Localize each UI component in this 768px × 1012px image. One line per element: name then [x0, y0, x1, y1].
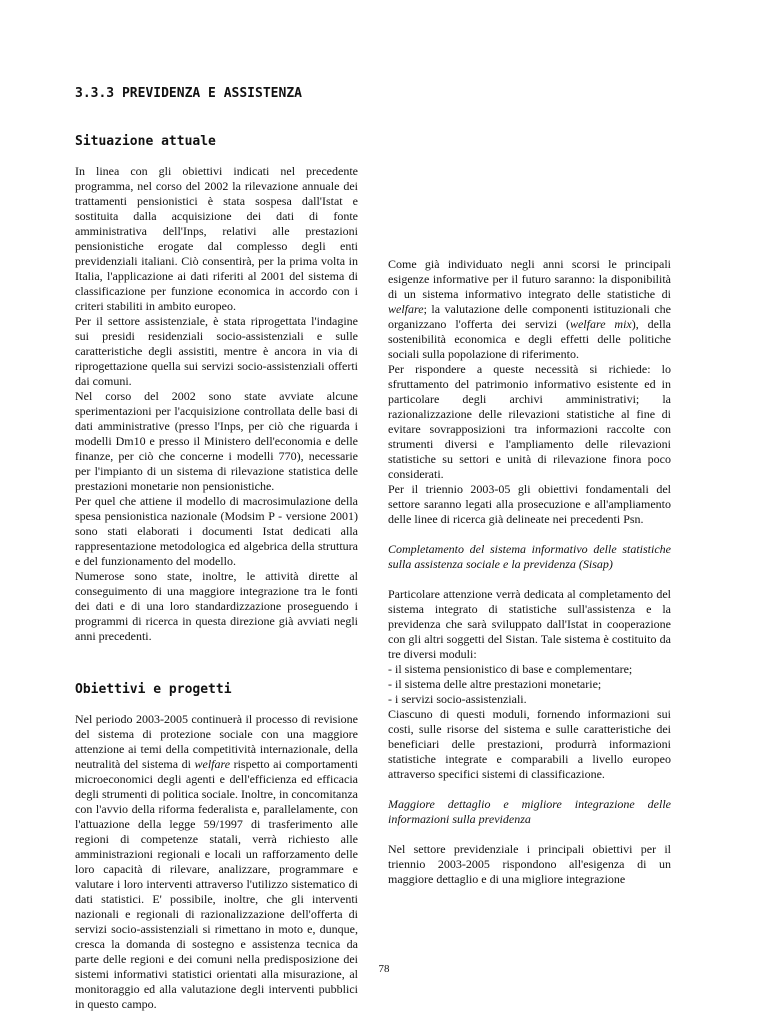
italic-term: welfare: [388, 302, 424, 316]
paragraph-moduli: Ciascuno di questi moduli, fornendo informazioni sui costi, sulle risorse del sistema e sulle caratteristiche dei beneficiari delle prestazioni, produrrà informazioni statistiche integrate e comparabili a livello europeo attraverso specifici sistemi di classificazione.: [388, 707, 671, 781]
paragraph-previdenza: Nel settore previdenziale i principali obiettivi per il triennio 2003-2005 rispondono all'esigenza di un maggiore dettaglio e di una migliore integrazione: [388, 842, 671, 886]
italic-term: welfare mix: [569, 317, 632, 331]
section-title: 3.3.3 PREVIDENZA E ASSISTENZA: [75, 86, 302, 101]
text-run: Nel periodo 2003-2005 continuerà il processo di revisione del sistema di protezione sociale con una maggiore attenzione ai temi della competitività internazionale, della neutralità del sistema di: [75, 712, 358, 771]
paragraph-situazione-4: Per quel che attiene il modello di macrosimulazione della spesa pensionistica nazionale (Modsim P - versione 2001) sono stati elaborati i documenti Istat dedicati alla rappresentazione metodologica ed algebrica della struttura e del funzionamento del modello.: [75, 494, 358, 568]
heading-obiettivi-e-progetti: Obiettivi e progetti: [75, 682, 232, 697]
right-column: [388, 80, 671, 887]
text-run: rispetto ai comportamenti microeconomici degli agenti e dell'efficienza ed efficacia degli strumenti di politica sociale. Inoltre, in concomitanza con l'avvio della riforma federalista e, parallelamente, con l'attuazione della legge 59/1997 di trasferimento alle regioni di competenze statali, verrà richiesto alle amministrazioni regionali e locali un rafforzamento delle loro capacità di rilevare, analizzare, programmare e valutare i loro interventi attraverso l'utilizzo sistematico di dati statistici. E' possibile, inoltre, che gli interventi nazionali e regionali di razionalizzazione dell'offerta di servizi socio-assistenziali si rimettano in moto e, dunque, cresca la domanda di sostegno e assistenza tecnica da parte delle regioni e dei comuni nella predisposizione dei sistemi informativi statistici orientati alla misurazione, al monitoraggio ed alla valutazione degli interventi pubblici in questo campo.: [75, 757, 358, 1011]
paragraph-situazione-3: Nel corso del 2002 sono state avviate alcune sperimentazioni per l'acquisizione controllata delle basi di dati amministrative (presso l'Inps, per ciò che riguarda i modelli Dm10 e presso il Ministero dell'economia e delle finanze, per ciò che concerne i modelli 770), necessarie per l'impianto di un sistema di rilevazione statistica delle prestazioni monetarie non pensionistiche.: [75, 389, 358, 493]
subheading-sisap: Completamento del sistema informativo delle statistiche sulla assistenza sociale e la previdenza (Sisap): [388, 542, 671, 571]
text-run: ; la valutazione delle componenti istituzionali che organizzano l'offerta dei servizi (: [388, 302, 671, 331]
paragraph-situazione-1: In linea con gli obiettivi indicati nel precedente programma, nel corso del 2002 la rilevazione annuale dei trattamenti pensionistici è stata sospesa dall'Istat e sostituita dalla acquisizione dei dati di fonte amministrativa dell'Inps, relativi alle prestazioni pensionistiche erogate dal complesso degli enti previdenziali italiani. Ciò consentirà, per la prima volta in Italia, l'applicazione ai dati riferiti al 2001 del sistema di classificazione per funzione economica in accordo con i criteri stabiliti in ambito europeo.: [75, 164, 358, 313]
list-item: - il sistema pensionistico di base e complementare;: [388, 662, 633, 676]
list-item: - il sistema delle altre prestazioni monetarie;: [388, 677, 602, 691]
heading-situazione-attuale: Situazione attuale: [75, 134, 216, 149]
paragraph-esigenze: [388, 257, 671, 362]
text-run: ), della sostenibilità economica e degli effetti delle politiche sociali sulla popolazione di riferimento.: [388, 317, 671, 361]
paragraph-situazione-5: Numerose sono state, inoltre, le attività dirette al conseguimento di una maggiore integrazione tra le fonti dei dati e di una loro standardizzazione proseguendo i programmi di ricerca in questa direzione già avviati negli anni precedenti.: [75, 569, 358, 643]
left-column: [75, 80, 358, 1012]
italic-term: welfare: [194, 757, 231, 771]
text-run: Come già individuato negli anni scorsi le principali esigenze informative per il futuro saranno: la disponibilità di un sistema informativo integrato delle statistiche di: [388, 257, 671, 301]
paragraph-sisap: Particolare attenzione verrà dedicata al completamento del sistema integrato di statistiche sull'assistenza e la previdenza che sarà sviluppato dall'Istat in cooperazione con gli altri soggetti del Sistan. Tale sistema è costituito da tre diversi moduli:: [388, 587, 671, 661]
subheading-previdenza: Maggiore dettaglio e migliore integrazione delle informazioni sulla previdenza: [388, 797, 671, 826]
paragraph-triennio: Per il triennio 2003-05 gli obiettivi fondamentali del settore saranno legati alla prosecuzione e all'ampliamento delle linee di ricerca già delineate nei precedenti Psn.: [388, 482, 671, 526]
page-number: 78: [378, 963, 390, 975]
paragraph-necessita: Per rispondere a queste necessità si richiede: lo sfruttamento del patrimonio informativo esistente ed in particolare degli archivi amministrativi; la razionalizzazione delle rilevazioni statistiche al fine di evitare sovrapposizioni tra informazioni raccolte con strumenti diversi e l'ampliamento delle rilevazioni statistiche su settori e unità di rilevazione finora poco considerati.: [388, 362, 671, 481]
paragraph-situazione-2: Per il settore assistenziale, è stata riprogettata l'indagine sui presidi residenziali socio-assistenziali e sulle caratteristiche degli assistiti, mentre è ancora in via di riprogettazione quella sui servizi socio-assistenziali offerti dai comuni.: [75, 314, 358, 388]
list-item: - i servizi socio-assistenziali.: [388, 692, 527, 706]
